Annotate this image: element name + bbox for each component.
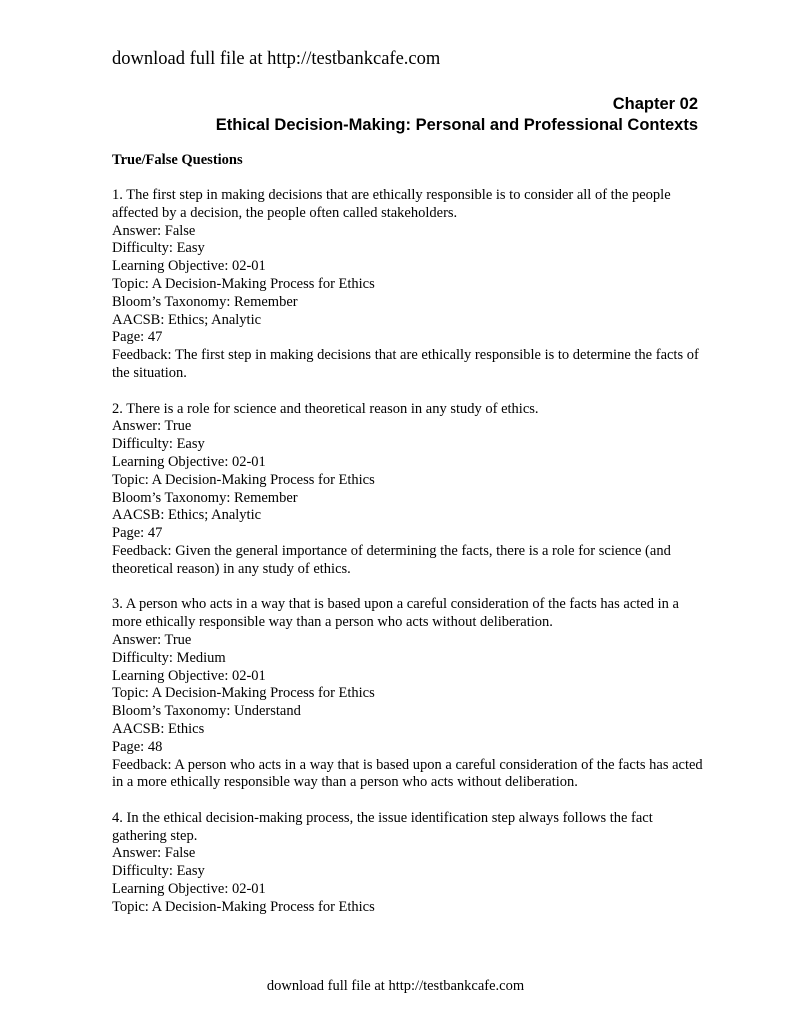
question-feedback: Feedback: A person who acts in a way that is based upon a careful consideration of the facts has acted in a more ethically responsible way than a person who acts without deliberation. (112, 756, 703, 791)
question-aacsb: AACSB: Ethics; Analytic (112, 311, 262, 328)
question-feedback: Feedback: The first step in making decisions that are ethically responsible is to determine the facts of the situation. (112, 347, 699, 381)
question-topic: Topic: A Decision-Making Process for Ethics (112, 471, 375, 488)
question-learning-objective: Learning Objective: 02-01 (112, 453, 266, 470)
question-feedback: Feedback: Given the general importance of determining the facts, there is a role for science (and theoretical reason) in any study of ethics. (112, 542, 671, 577)
question-aacsb: AACSB: Ethics (112, 720, 205, 737)
question-page: Page: 47 (112, 329, 163, 346)
question-topic: Topic: A Decision-Making Process for Ethics (112, 275, 375, 292)
question-topic: Topic: A Decision-Making Process for Ethics (112, 685, 375, 702)
chapter-heading (216, 94, 698, 136)
question-learning-objective: Learning Objective: 02-01 (112, 881, 266, 898)
section-title: True/False Questions (112, 152, 243, 168)
question-answer: Answer: True (112, 418, 192, 435)
question-item (112, 810, 704, 917)
chapter-title: Ethical Decision-Making: Personal and Professional Contexts (215, 116, 698, 134)
question-difficulty: Difficulty: Easy (112, 436, 205, 453)
chapter-number: Chapter 02 (612, 95, 698, 113)
question-text: 1. The first step in making decisions that are ethically responsible is to consider all of the people affected by a decision, the people often called stakeholders. (112, 187, 671, 221)
question-text: 4. In the ethical decision-making process, the issue identification step always follows the fact gathering step. (112, 809, 653, 844)
question-blooms-taxonomy: Bloom’s Taxonomy: Remember (112, 293, 298, 310)
question-difficulty: Difficulty: Easy (112, 240, 205, 257)
question-answer: Answer: False (112, 222, 196, 239)
question-answer: Answer: False (112, 845, 196, 862)
question-text: 3. A person who acts in a way that is based upon a careful consideration of the facts has acted in a more ethically responsible way than a person who acts without deliberation. (112, 596, 679, 631)
header-download-link[interactable]: download full file at http://testbankcafe.com (112, 49, 441, 69)
question-item (112, 187, 704, 383)
question-list (112, 187, 704, 934)
question-blooms-taxonomy: Bloom’s Taxonomy: Understand (112, 703, 301, 720)
question-blooms-taxonomy: Bloom’s Taxonomy: Remember (112, 489, 298, 506)
footer-download-link[interactable]: download full file at http://testbankcafe.com (266, 978, 525, 994)
question-item (112, 401, 704, 579)
question-difficulty: Difficulty: Medium (112, 649, 226, 666)
question-answer: Answer: True (112, 631, 192, 648)
question-difficulty: Difficulty: Easy (112, 863, 205, 880)
question-topic: Topic: A Decision-Making Process for Ethics (112, 898, 375, 915)
question-learning-objective: Learning Objective: 02-01 (112, 258, 266, 275)
question-text: 2. There is a role for science and theoretical reason in any study of ethics. (112, 400, 539, 417)
question-page: Page: 48 (112, 738, 163, 755)
question-item (112, 596, 704, 792)
question-learning-objective: Learning Objective: 02-01 (112, 667, 266, 684)
question-aacsb: AACSB: Ethics; Analytic (112, 507, 262, 524)
question-page: Page: 47 (112, 525, 163, 542)
